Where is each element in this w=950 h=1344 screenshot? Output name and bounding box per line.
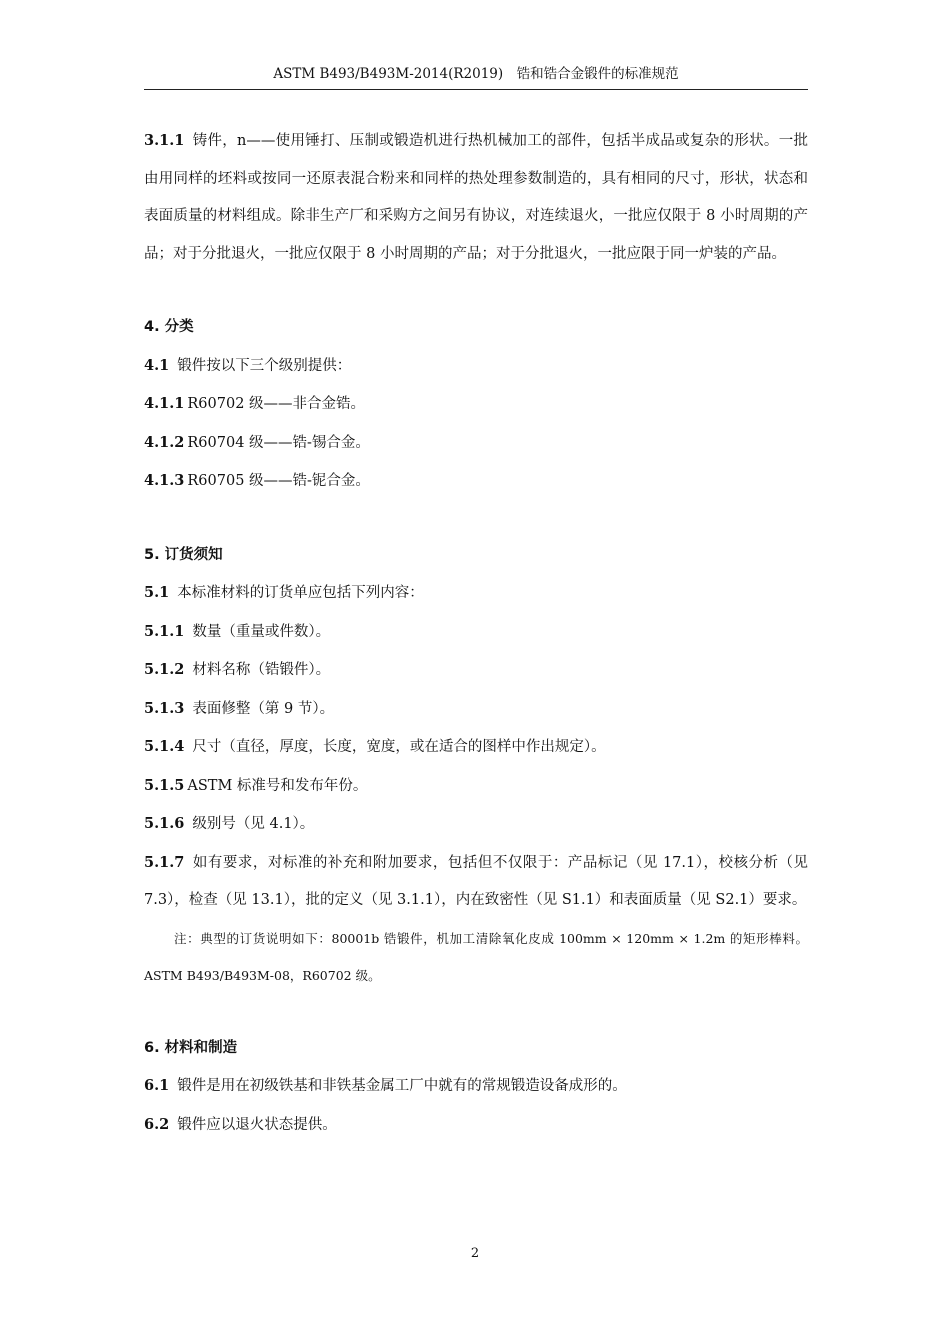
clause-text: R60705 级——锆-铌合金。 (187, 473, 370, 489)
clause-text: 材料名称（锆锻件）。 (192, 662, 331, 678)
clause-number: 5.1.1 (144, 622, 185, 640)
clause-number: 3.1.1 (144, 132, 185, 149)
clause-number: 4.1.3 (144, 472, 185, 489)
ordering-note: 注：典型的订货说明如下：80001b 锆锻件，机加工清除氧化皮成 100mm × 120mm × 1.2m 的矩形棒料。ASTM B493/B493M-08，R60702 级。 (144, 930, 808, 983)
clause-5-1-4 (144, 728, 808, 767)
document-body (144, 122, 808, 1144)
clause-text: 本标准材料的订货单应包括下列内容： (177, 585, 424, 601)
clause-number: 5.1.7 (144, 853, 185, 871)
page-header: ASTM B493/B493M-2014(R2019) 锆和锆合金锻件的标准规范 (144, 64, 808, 90)
clause-number: 5.1 (144, 584, 170, 601)
clause-number: 5.1.3 (144, 699, 185, 717)
clause-text: ASTM 标准号和发布年份。 (187, 777, 368, 794)
clause-text: 如有要求，对标准的补充和附加要求，包括但不仅限于：产品标记（见 17.1），校核分析（见 7.3），检查（见 13.1），批的定义（见 3.1.1），内在致密性（见 S1.1）和表面质量（见 S2.1）要求。 (144, 854, 808, 908)
clause-number: 5.1.6 (144, 815, 185, 832)
clause-text: 尺寸（直径，厚度，长度，宽度，或在适合的图样中作出规定）。 (192, 739, 606, 755)
clause-text: 级别号（见 4.1）。 (192, 816, 315, 832)
clause-6-2 (144, 1106, 808, 1145)
page-number: 2 (470, 1246, 480, 1261)
clause-4-1-2 (144, 424, 808, 463)
clause-5-1-3 (144, 690, 808, 729)
clause-number: 4.1 (144, 356, 170, 374)
clause-text: 数量（重量或件数）。 (192, 623, 331, 640)
clause-text: 铸件，n——使用锤打、压制或锻造机进行热机械加工的部件，包括半成品或复杂的形状。一批由用同样的坯料或按同一还原表混合粉来和同样的热处理参数制造的，具有相同的尺寸，形状，状态和表面质量的材料组成。除非生产厂和采购方之间另有协议，对连续退火，一批应仅限于 8 小时周期的产品；对于分批退火，一批应仅限于 8 小时周期的产品；对于分批退火，一批应限于同一炉装的产品。 (144, 133, 808, 262)
clause-5-1-5 (144, 767, 808, 806)
clause-text: R60702 级——非合金锆。 (187, 396, 366, 412)
clause-text: 表面修整（第 9 节）。 (192, 700, 335, 717)
clause-5-1-6 (144, 805, 808, 844)
clause-5-1 (144, 574, 808, 613)
clause-text: 锻件应以退火状态提供。 (177, 1116, 337, 1133)
clause-5-1-7 (144, 844, 808, 920)
clause-5-1-1 (144, 613, 808, 652)
clause-4-1-3 (144, 462, 808, 501)
clause-number: 5.1.2 (144, 661, 185, 678)
clause-3-1-1 (144, 122, 808, 273)
clause-4-1 (144, 347, 808, 386)
clause-number: 6.1 (144, 1077, 170, 1094)
clause-number: 4.1.2 (144, 433, 185, 451)
clause-6-1 (144, 1067, 808, 1106)
clause-number: 6.2 (144, 1115, 170, 1133)
clause-text: 锻件是用在初级铁基和非铁基金属工厂中就有的常规锻造设备成形的。 (177, 1078, 627, 1094)
section-6-heading: 6. 材料和制造 (144, 1039, 238, 1056)
clause-number: 5.1.4 (144, 738, 185, 755)
clause-text: 锻件按以下三个级别提供： (177, 357, 352, 374)
clause-number: 5.1.5 (144, 776, 185, 794)
section-5-heading: 5. 订货须知 (144, 546, 223, 563)
clause-5-1-2 (144, 651, 808, 690)
section-4-heading: 4. 分类 (144, 319, 194, 335)
clause-text: R60704 级——锆-锡合金。 (187, 434, 370, 451)
clause-number: 4.1.1 (144, 395, 185, 412)
clause-4-1-1 (144, 385, 808, 424)
